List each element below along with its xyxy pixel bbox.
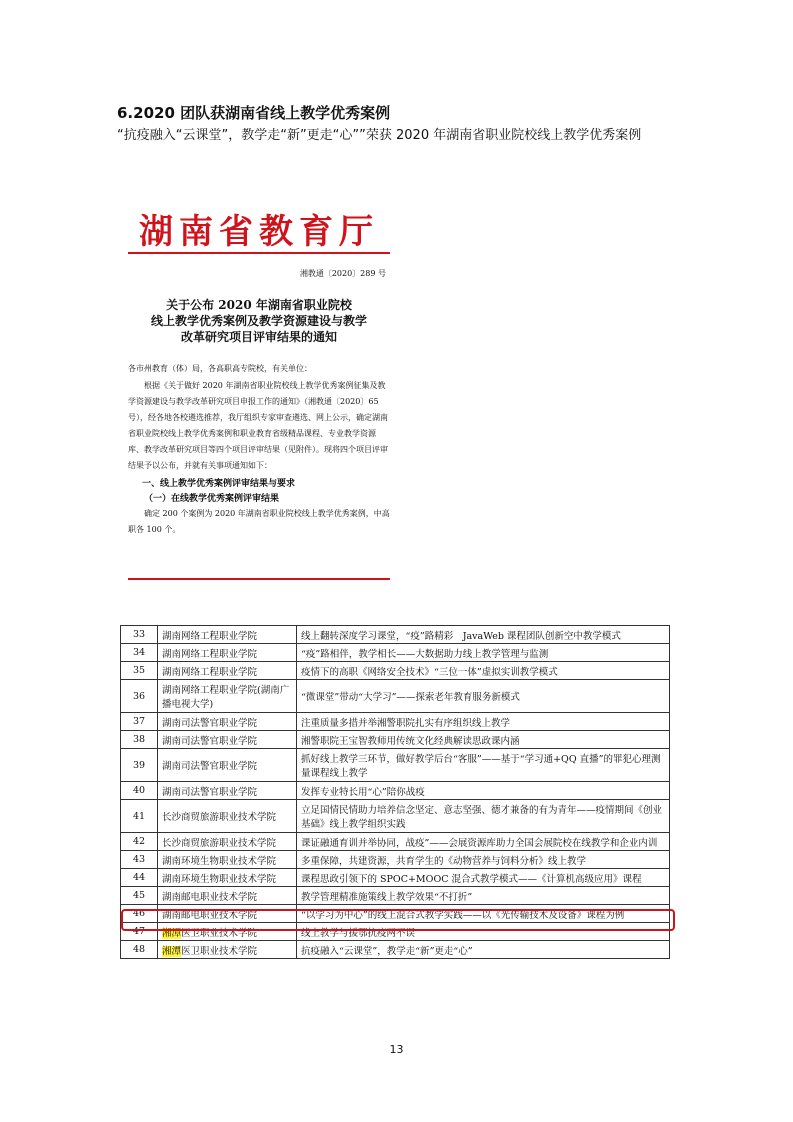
case-title: 注重质量多措并举湘警职院扎实有序组织线上教学 [297, 713, 670, 731]
row-number: 39 [121, 749, 158, 782]
case-title: “疫”路相伴，教学相长——大数据助力线上教学管理与监测 [297, 644, 670, 662]
row-number: 42 [121, 833, 158, 851]
table-row [121, 833, 670, 851]
table-row [121, 626, 670, 644]
table-row [121, 680, 670, 713]
row-number: 41 [121, 800, 158, 833]
table-row [121, 662, 670, 680]
row-number: 33 [121, 626, 158, 644]
table-row [121, 782, 670, 800]
case-title: 多重保障，共建资源，共育学生的《动物营养与饲料分析》线上教学 [297, 851, 670, 869]
document-number: 湘教通〔2020〕289 号 [299, 269, 386, 278]
school-name: 湖南司法警官职业学院 [158, 713, 297, 731]
notice-subsection-heading: （一）在线教学优秀案例评审结果 [144, 494, 280, 504]
table-row [121, 800, 670, 833]
table-row [121, 731, 670, 749]
case-title: 抗疫融入“云课堂”，教学走“新”更走“心” [297, 941, 670, 959]
notice-body: 根据《关于做好 2020 年湖南省职业院校线上教学优秀案例征集及教学资源建设与教学改革研究项目申报工作的通知》（湘教通〔2020〕65 号），经各地各校遴选推荐，我厅组织专家审查遴选、网上公示，确定湖南省职业院校线上教学优秀案例和职业教育省级精品课程、专业教学资源库、教学改革研究项目等四个项目评审结果（见附件）。现将四个项目评审结果予以公布，并就有关事项通知如下： [128, 381, 388, 470]
case-title: 课程思政引领下的 SPOC+MOOC 混合式教学模式——《计算机高级应用》课程 [297, 869, 670, 887]
case-title: 线上翻转深度学习课堂，“疫”路精彩 JavaWeb 课程团队创新空中教学模式 [297, 626, 670, 644]
school-name-rest: 医卫职业技术学院 [181, 945, 258, 957]
table-row [121, 941, 670, 959]
case-title: 线上教学与援鄂抗疫两不误 [297, 923, 670, 941]
table-row [121, 749, 670, 782]
notice-title [128, 297, 390, 345]
school-name: 湖南环境生物职业技术学院 [158, 851, 297, 869]
school-name: 湖南网络工程职业学院 [158, 644, 297, 662]
row-number: 45 [121, 887, 158, 905]
red-bottom-line [128, 578, 390, 580]
case-title: 湘警职院王宝智教师用传统文化经典解读思政课内涵 [297, 731, 670, 749]
row-number: 38 [121, 731, 158, 749]
case-title: 教学管理精准施策线上教学效果“不打折” [297, 887, 670, 905]
case-title: 抓好线上教学三环节，做好教学后台“客服”——基于“学习通+QQ 直播”的罪犯心理测量课程线上教学 [297, 749, 670, 782]
row-number: 34 [121, 644, 158, 662]
page-number: 13 [389, 1043, 404, 1056]
case-title: 立足国情民情助力培养信念坚定、意志坚强、德才兼备的有为青年——疫情期间《创业基础》线上教学组织实践 [297, 800, 670, 833]
row-number: 43 [121, 851, 158, 869]
school-name: 长沙商贸旅游职业技术学院 [158, 833, 297, 851]
row-number: 36 [121, 680, 158, 713]
notice-address: 各市州教育（体）局，各高职高专院校，有关单位： [128, 364, 312, 373]
notice-title-line: 关于公布 2020 年湖南省职业院校 [166, 298, 352, 312]
row-number: 47 [121, 923, 158, 941]
school-name: 湖南司法警官职业学院 [158, 749, 297, 782]
table-row [121, 869, 670, 887]
notice-section-heading: 一、线上教学优秀案例评审结果与要求 [142, 479, 296, 489]
highlighted-text: 湘潭 [162, 945, 182, 957]
table-row [121, 887, 670, 905]
section-heading: 6.2020 团队获湖南省线上教学优秀案例 [117, 104, 391, 122]
row-number: 35 [121, 662, 158, 680]
school-name: 长沙商贸旅游职业技术学院 [158, 800, 297, 833]
school-name: 湖南邮电职业技术学院 [158, 887, 297, 905]
row-number: 46 [121, 905, 158, 923]
case-title: 课证融通育训并举协同，战疫”——会展资源库助力全国会展院校在线教学和企业内训 [297, 833, 670, 851]
school-name: 湖南司法警官职业学院 [158, 782, 297, 800]
case-title: “以学习为中心”的线上混合式教学实践——以《光传输技术及设备》课程为例 [297, 905, 670, 923]
table-row [121, 713, 670, 731]
school-name: 湖南邮电职业技术学院 [158, 905, 297, 923]
notice-body-2: 确定 200 个案例为 2020 年湖南省职业院校线上教学优秀案例，中高职各 100 个。 [128, 509, 390, 534]
red-divider [128, 252, 390, 254]
table-row [121, 644, 670, 662]
row-number: 44 [121, 869, 158, 887]
notice-title-line: 改革研究项目评审结果的通知 [180, 330, 337, 344]
school-name-rest: 医卫职业技术学院 [181, 927, 258, 939]
school-name: 湖南网络工程职业学院 [158, 662, 297, 680]
agency-title: 湖南省教育厅 [139, 212, 379, 252]
highlighted-text: 湘潭 [162, 927, 182, 939]
case-title: “微课堂”带动“大学习”——探索老年教育服务新模式 [297, 680, 670, 713]
case-title: 发挥专业特长用“心”陪你战疫 [297, 782, 670, 800]
school-name: 湖南司法警官职业学院 [158, 731, 297, 749]
row-number: 37 [121, 713, 158, 731]
school-name: 湖南网络工程职业学院 [158, 626, 297, 644]
case-title: 疫情下的高职《网络安全技术》“三位一体”虚拟实训教学模式 [297, 662, 670, 680]
row-number: 48 [121, 941, 158, 959]
table-row [121, 851, 670, 869]
school-name: 湖南网络工程职业学院(湖南广播电视大学) [158, 680, 297, 713]
row-number: 40 [121, 782, 158, 800]
official-notice-image [128, 196, 390, 580]
school-name [158, 941, 297, 959]
award-description: “抗疫融入“云课堂”，教学走“新”更走“心””荣获 2020 年湖南省职业院校线上教学优秀案例 [117, 128, 642, 143]
school-name: 湖南环境生物职业技术学院 [158, 869, 297, 887]
highlight-box [121, 909, 675, 931]
notice-title-line: 线上教学优秀案例及教学资源建设与教学 [150, 314, 367, 328]
